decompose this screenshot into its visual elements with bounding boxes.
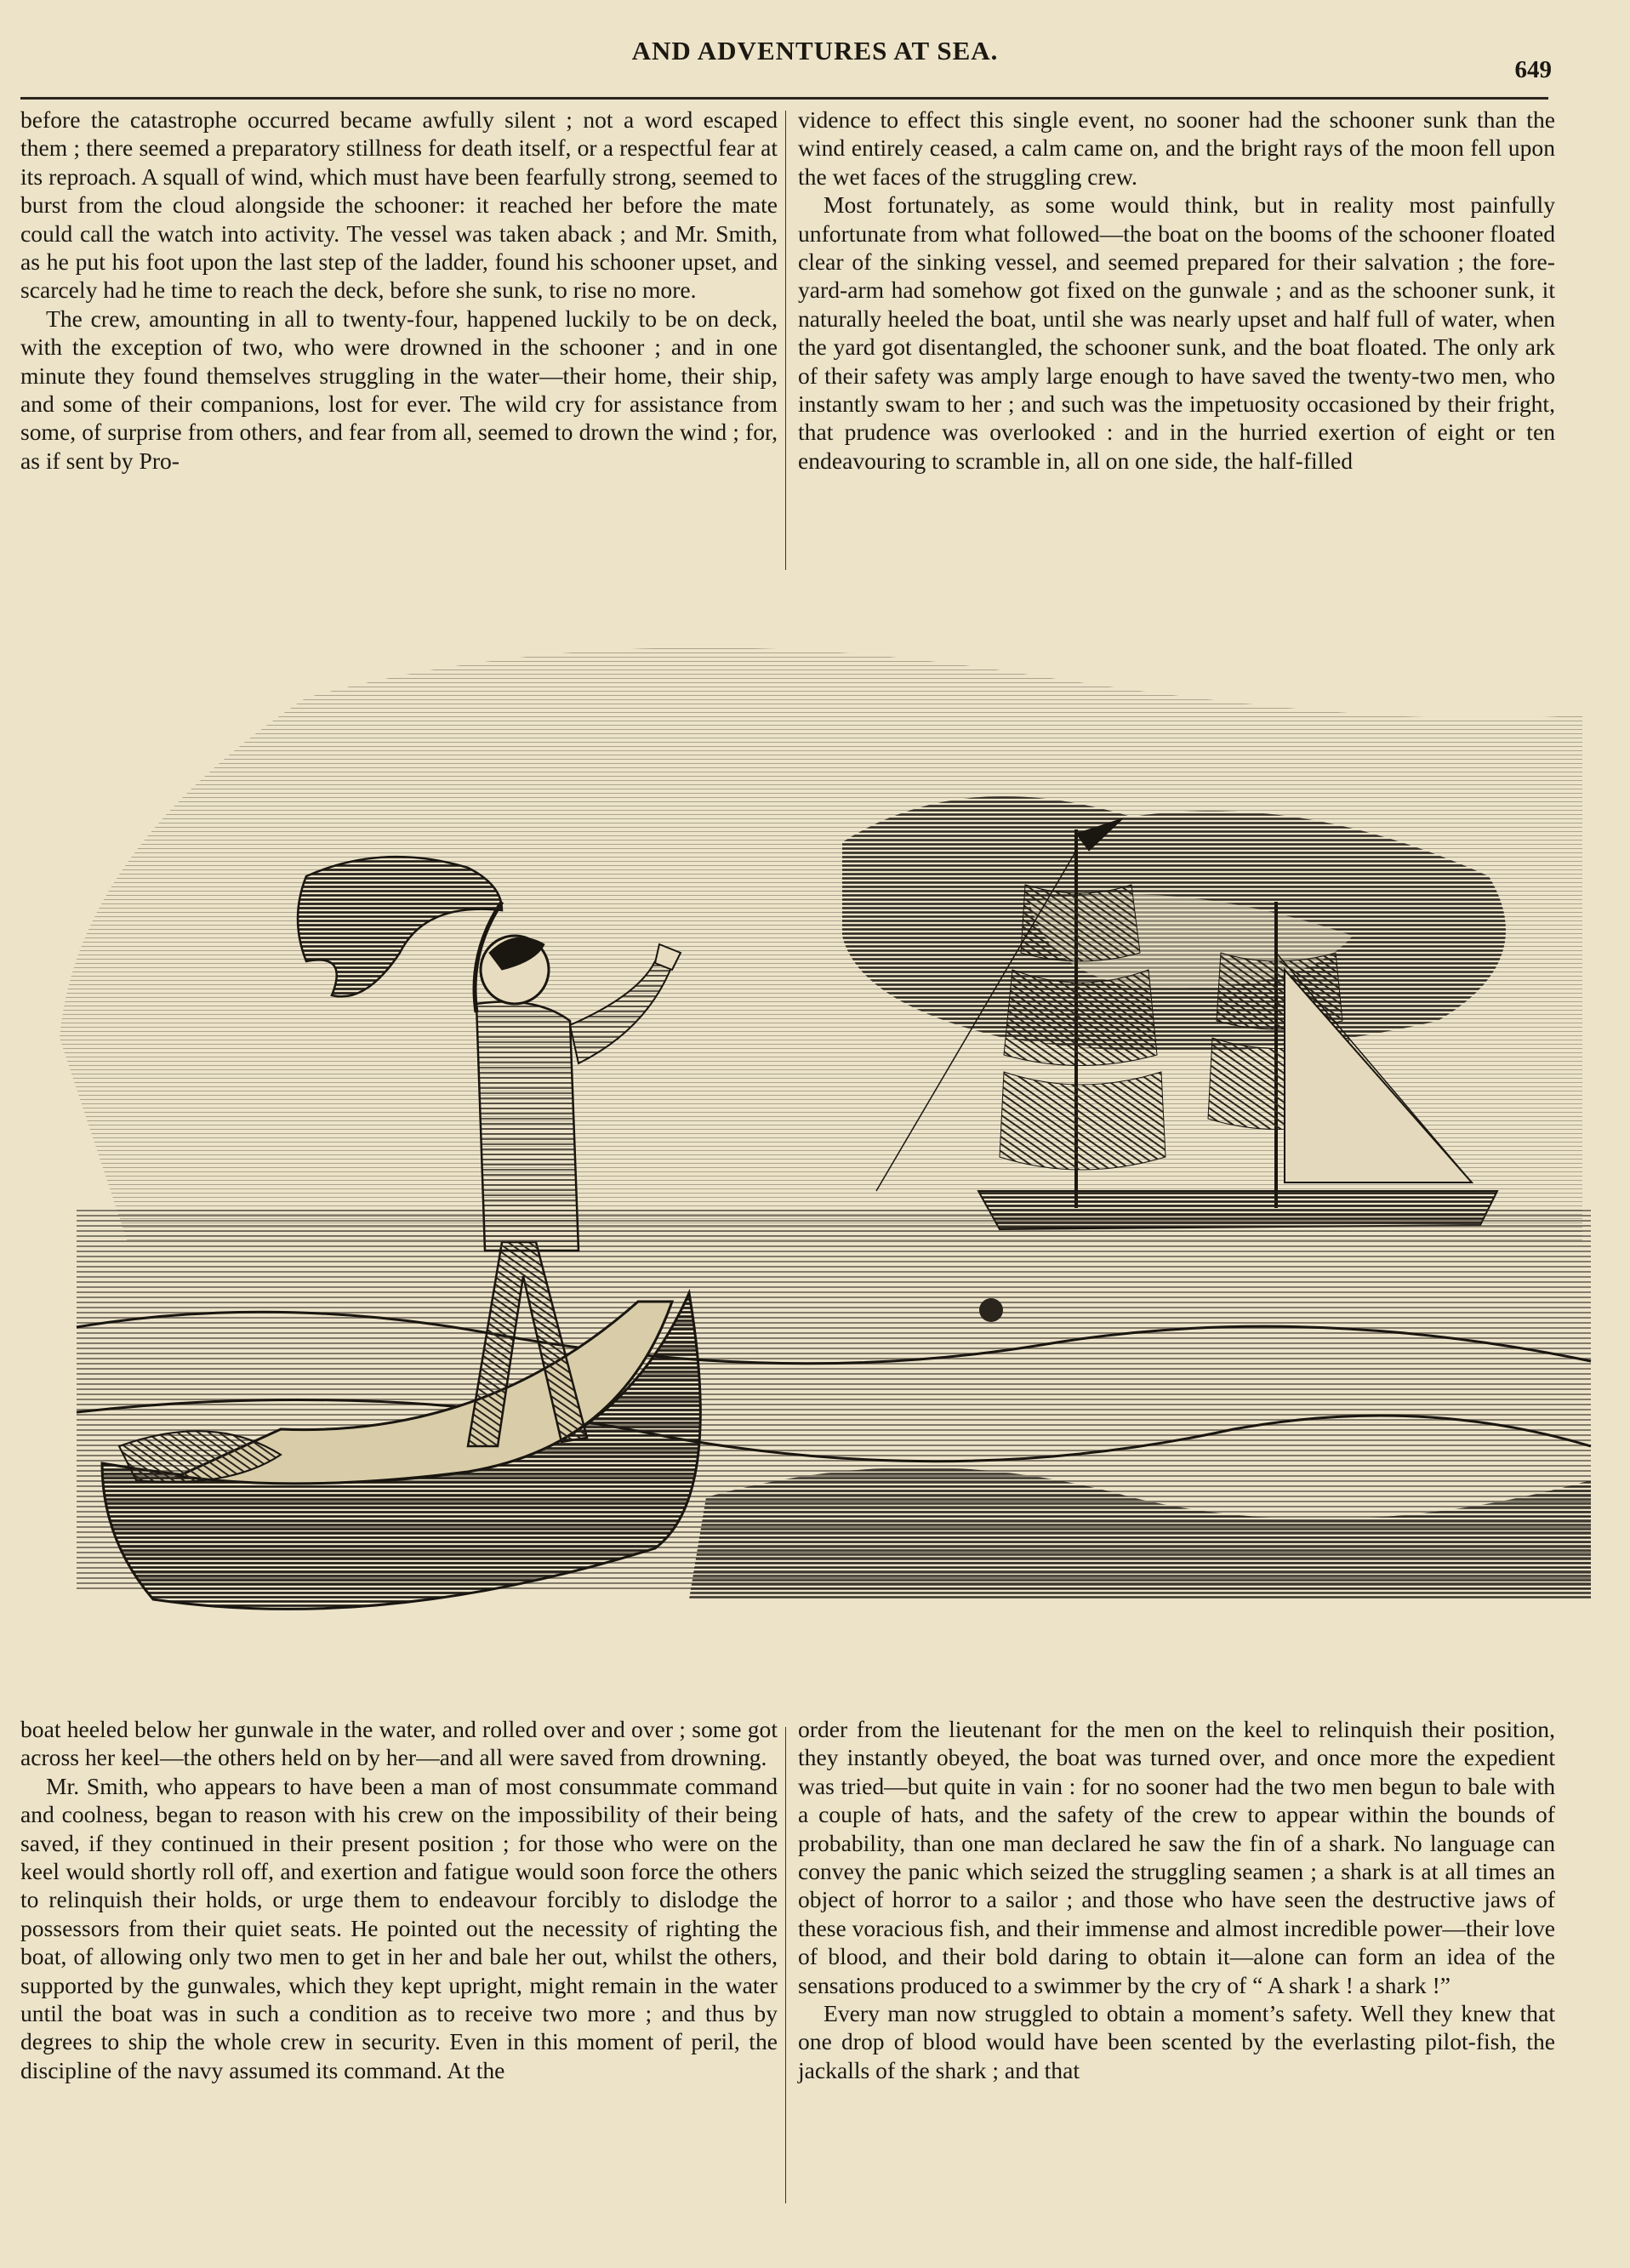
- paragraph: before the catastrophe occurred became awfully silent ; not a word escaped them ; there seemed a preparatory stillness for death itself, or a respectful fear at its reproach. A squall of wind, which must have been fearfully strong, seemed to burst from the cloud alongside the schooner: it reached her before the mate could call the watch into activity. The vessel was taken aback ; and Mr. Smith, as he put his foot upon the last step of the ladder, found his schooner upset, and scarcely had he time to reach the deck, before she sunk, to rise no more.: [20, 106, 778, 304]
- column-divider: [785, 111, 786, 570]
- paragraph: boat heeled below her gunwale in the water, and rolled over and over ; some got across her keel—the others held on by her—and all were saved from drowning.: [20, 1716, 778, 1771]
- page-number: 649: [1514, 56, 1552, 83]
- column-divider: [785, 1727, 786, 2203]
- paragraph: Mr. Smith, who appears to have been a man of most consummate command and coolness, began to reason with his crew on the impossibility of their being saved, if they continued in their present position ; for those who were on the keel would shortly roll off, and exertion and fatigue would soon force the others to relinquish their holds, or urge them to endeavour forcibly to dislodge the possessors from their quiet seats. He pointed out the necessity of righting the boat, of allowing only two men to get in her and bale her out, whilst the others, supported by the gunwales, which they kept upright, might remain in the water until the boat was in such a condition as to receive two more ; and thus by degrees to ship the whole crew in security. Even in this moment of peril, the discipline of the navy assumed its command. At the: [20, 1772, 778, 2083]
- column-top-left: [20, 105, 778, 475]
- column-top-right: [798, 105, 1555, 475]
- running-header: AND ADVENTURES AT SEA.: [631, 36, 999, 66]
- paragraph: The crew, amounting in all to twenty-four, happened luckily to be on deck, with the exception of two, who were drowned in the schooner ; and in one minute they found themselves struggling in the water—their home, their ship, and some of their companions, lost for ever. The wild cry for assistance from some, of surprise from others, and fear from all, seemed to drown the wind ; for, as if sent by Pro-: [20, 305, 778, 474]
- header-rule: [20, 97, 1548, 100]
- sailor-boat-ship-engraving: [26, 595, 1608, 1676]
- engraving-illustration: [26, 595, 1608, 1676]
- column-bottom-right: [798, 1715, 1555, 2084]
- paragraph: Every man now struggled to obtain a moment’s safety. Well they knew that one drop of blood would have been scented by the everlasting pilot-fish, the jackalls of the shark ; and that: [798, 2000, 1555, 2083]
- paragraph: vidence to effect this single event, no sooner had the schooner sunk than the wind entirely ceased, a calm came on, and the bright rays of the moon fell upon the wet faces of the struggling crew.: [798, 106, 1555, 190]
- column-bottom-left: [20, 1715, 778, 2084]
- paragraph: Most fortunately, as some would think, but in reality most painfully unfortunate from what followed—the boat on the booms of the schooner floated clear of the sinking vessel, and seemed prepared for their salvation ; the fore-yard-arm had somehow got fixed on the gunwale ; and as the schooner sunk, it naturally heeled the boat, until she was nearly upset and half full of water, when the yard got disentangled, the schooner sunk, and the boat floated. The only ark of their safety was amply large enough to have saved the twenty-two men, who instantly swam to her ; and such was the impetuosity occasioned by their fright, that prudence was overlooked : and in the hurried exertion of eight or ten endeavouring to scramble in, all on one side, the half-filled: [798, 191, 1555, 474]
- paragraph: order from the lieutenant for the men on the keel to relinquish their position, they instantly obeyed, the boat was turned over, and once more the expedient was tried—but quite in vain : for no sooner had the two men begun to bale with a couple of hats, and the safety of the crew to appear within the bounds of probability, than one man declared he saw the fin of a shark. No language can convey the panic which seized the struggling seamen ; a shark is at all times an object of horror to a sailor ; and those who have seen the destructive jaws of these voracious fish, and their immense and almost incredible power—their love of blood, and their bold daring to obtain it—alone can form an idea of the sensations produced to a swimmer by the cry of “ A shark ! a shark !”: [798, 1716, 1555, 1998]
